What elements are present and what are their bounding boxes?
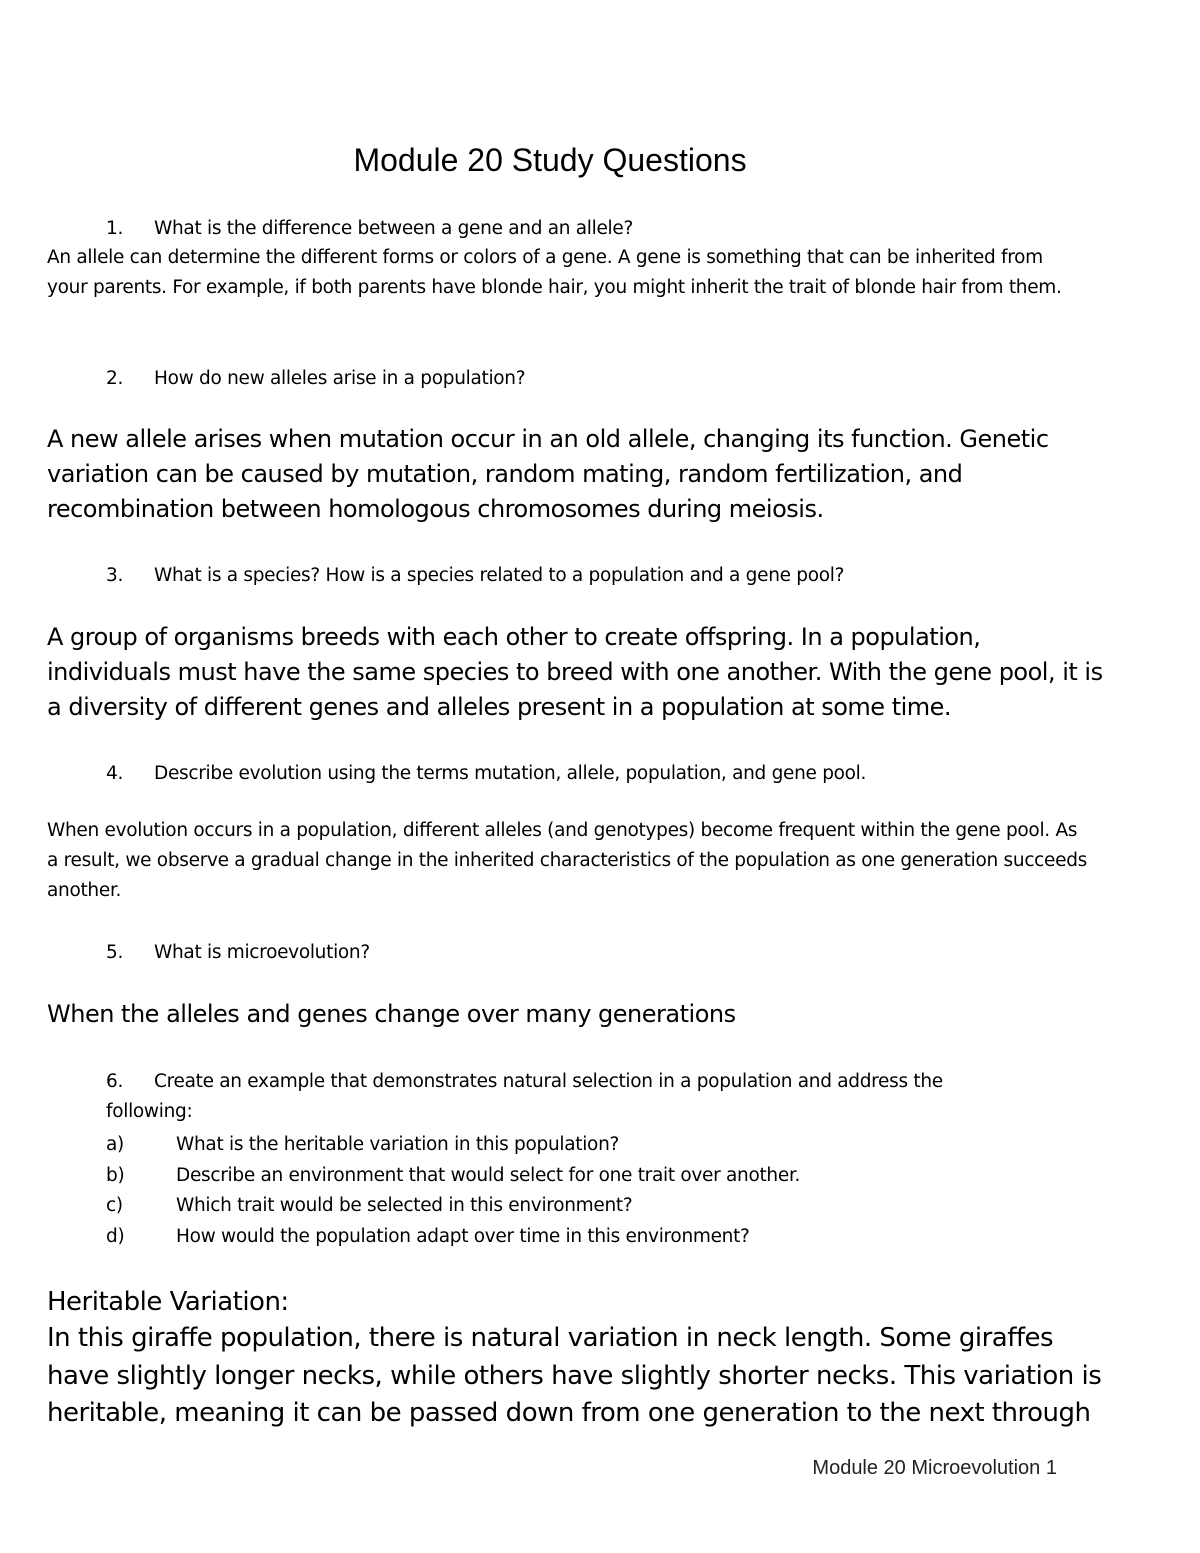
question-number: 2. [106, 368, 124, 389]
sub-question-letter: d) [106, 1226, 125, 1247]
question-text: How do new alleles arise in a population? [154, 368, 526, 389]
question-text: Create an example that demonstrates natural selection in a population and address the following: [106, 1071, 943, 1122]
question-6 [106, 1067, 1026, 1127]
answer-3: A group of organisms breeds with each other to create offspring. In a population, individuals must have the same species to breed with one another. With the gene pool, it is a diversity of different genes and alleles present in a population at some time. [47, 623, 1103, 721]
page-footer: Module 20 Microevolution 1 [812, 1457, 1057, 1479]
sub-question-letter: b) [106, 1165, 125, 1186]
sub-question-c [106, 1190, 632, 1221]
answer-1: An allele can determine the different forms or colors of a gene. A gene is something that can be inherited from your parents. For example, if both parents have blonde hair, you might inherit the trait of blonde hair from them. [47, 247, 1062, 298]
question-number: 6. [106, 1071, 124, 1092]
sub-question-letter: c) [106, 1195, 123, 1216]
question-number: 1. [106, 218, 124, 239]
sub-question-text: Describe an environment that would select for one trait over another. [176, 1165, 801, 1186]
answer-5: When the alleles and genes change over many generations [47, 1000, 736, 1028]
answer-2: A new allele arises when mutation occur in an old allele, changing its function. Genetic variation can be caused by mutation, random mating, random fertilization, and recombination between homologous chromosomes during meiosis. [47, 425, 1049, 523]
sub-question-text: How would the population adapt over time in this environment? [176, 1226, 750, 1247]
sub-question-text: Which trait would be selected in this environment? [176, 1195, 633, 1216]
question-text: What is the difference between a gene and an allele? [154, 218, 633, 239]
answer-6: In this giraffe population, there is natural variation in neck length. Some giraffes have slightly longer necks, while others have slightly shorter necks. This variation is heritable, meaning it can be passed down from one generation to the next through [47, 1323, 1102, 1428]
question-2 [106, 364, 525, 394]
question-number: 3. [106, 565, 124, 586]
question-number: 4. [106, 763, 124, 784]
sub-question-a [106, 1129, 619, 1160]
question-text: Describe evolution using the terms mutation, allele, population, and gene pool. [154, 763, 867, 784]
question-1 [106, 214, 633, 244]
question-text: What is a species? How is a species related to a population and a gene pool? [154, 565, 845, 586]
answer-4: When evolution occurs in a population, different alleles (and genotypes) become frequent within the gene pool. As a result, we observe a gradual change in the inherited characteristics of the population as one generation succeeds another. [47, 820, 1088, 901]
answer-6-heading: Heritable Variation: [47, 1287, 289, 1317]
question-3 [106, 561, 844, 591]
page-title: Module 20 Study Questions [353, 142, 747, 178]
question-number: 5. [106, 942, 124, 963]
sub-question-text: What is the heritable variation in this population? [176, 1134, 620, 1155]
question-5 [106, 938, 370, 968]
sub-question-d [106, 1221, 750, 1252]
question-4 [106, 759, 866, 789]
sub-question-letter: a) [106, 1134, 124, 1155]
sub-question-b [106, 1160, 800, 1191]
question-text: What is microevolution? [154, 942, 370, 963]
